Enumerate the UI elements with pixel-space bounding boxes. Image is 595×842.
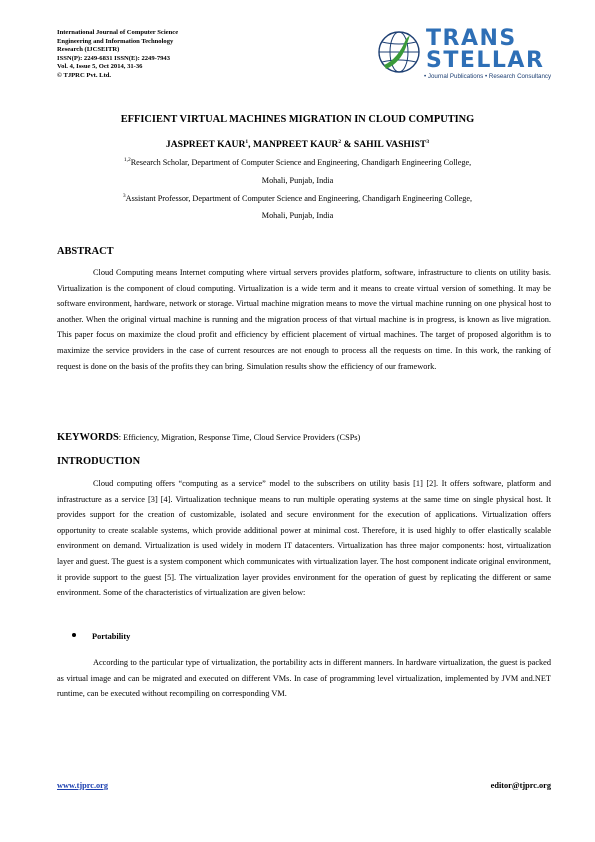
abstract-paragraph: Cloud Computing means Internet computing where virtual servers provides platform, software, infrastructure to clients on utility basis. Virtualization is the component of cloud computing. Virtualization is a wide term and it means to create virtual version of something. It may be software environment, hardware, network or storage. Virtual machine migration means to move the virtual machine running on one physical host to another. When the original virtual machine is running and the migration process of that virtual machine is in progress, is known as live migration. This paper focus on maximize the cloud profit and efficiency by efficient placement of virtual machines. The target of proposed algorithm is to maximize the service providers in the case of current resources are not enough to process all the requests on time. In this work, the ranking of request is done on the basis of the profits they can bring. Simulation results show the efficiency of our framework. bbox=[57, 268, 551, 371]
author-list bbox=[0, 139, 595, 150]
logo-word-stellar: STELLAR bbox=[426, 48, 545, 73]
keywords-line bbox=[57, 432, 360, 443]
author-separator: , bbox=[248, 139, 253, 150]
author-name: MANPREET KAUR bbox=[252, 139, 339, 150]
author-superscript: 3 bbox=[426, 139, 430, 145]
portability-text bbox=[57, 655, 551, 702]
footer-website-link[interactable]: www.tjprc.org bbox=[57, 781, 109, 790]
journal-info-line: Research (IJCSEITR) bbox=[57, 46, 120, 54]
author-superscript: 2 bbox=[338, 139, 342, 145]
transstellar-logo bbox=[376, 25, 552, 83]
affiliation-text: Assistant Professor, Department of Computer Science and Engineering, Chandigarh Engineering College, bbox=[125, 194, 473, 203]
affiliation-line: Mohali, Punjab, India bbox=[261, 211, 334, 220]
introduction-heading: INTRODUCTION bbox=[57, 456, 141, 467]
journal-info-line: Engineering and Information Technology bbox=[57, 37, 174, 45]
abstract-text bbox=[57, 265, 551, 374]
introduction-text bbox=[57, 476, 551, 601]
bullet-label: Portability bbox=[92, 632, 131, 641]
logo-word-trans: TRANS bbox=[426, 26, 517, 51]
author-superscript: 1 bbox=[245, 139, 249, 145]
affiliation-line: Mohali, Punjab, India bbox=[261, 176, 334, 185]
affiliation-line bbox=[0, 158, 595, 167]
paper-title: EFFICIENT VIRTUAL MACHINES MIGRATION IN CLOUD COMPUTING bbox=[120, 114, 475, 125]
journal-info-line: International Journal of Computer Science bbox=[57, 29, 179, 36]
footer-email: editor@tjprc.org bbox=[490, 781, 551, 790]
keywords-label: KEYWORDS bbox=[57, 432, 119, 443]
introduction-paragraph: Cloud computing offers “computing as a service” model to the subscribers on utility basis [1] [2]. It offers software, platform and infrastructure as a service [3] [4]. Virtualization technique means to run multiple operating systems at the same time on single physical host. It provides support for the creation of customizable, isolated and secure environment for the execution of applications. Virtualization offers opportunity to create scalable systems, which provide additional power at minimal cost. Therefore, it is used highly to offer elastically scalable environment on demand. Virtualization is used widely in modern IT datacenters. Virtualization has three major components: host, virtualization layer and guest. The guest is a system component which communicates with virtualization layer. The host component indicate original environment, it provide support to the guest [5]. The virtualization layer provides environment for the operation of guest by replicating the different or same environment. Some of the characteristics of virtualization are given below: bbox=[57, 479, 551, 598]
author-name: JASPREET KAUR bbox=[165, 139, 246, 150]
affiliation-text: Research Scholar, Department of Computer Science and Engineering, Chandigarh Engineering College, bbox=[130, 158, 472, 167]
journal-info bbox=[57, 29, 178, 81]
affiliation-superscript: 1,2 bbox=[123, 157, 131, 163]
affiliation-line bbox=[0, 194, 595, 203]
keywords-text: : Efficiency, Migration, Response Time, Cloud Service Providers (CSPs) bbox=[118, 433, 361, 442]
journal-info-line: ISSN(P): 2249-6831 ISSN(E): 2249-7943 bbox=[57, 54, 171, 62]
abstract-heading: ABSTRACT bbox=[57, 246, 114, 257]
portability-paragraph: According to the particular type of virtualization, the portability acts in different manners. In hardware virtualization, the guest is packed as virtual image and can be migrated and executed on different VMs. In case of programming level virtualization, implemented by JVM and.NET runtime, can be executed without recompiling on corresponding VM. bbox=[57, 658, 551, 699]
journal-info-line: Vol. 4, Issue 5, Oct 2014, 31-36 bbox=[57, 63, 143, 71]
affiliation-superscript: 3 bbox=[122, 193, 126, 199]
bullet-item-portability bbox=[72, 632, 130, 641]
globe-icon bbox=[376, 29, 422, 75]
logo-tagline: • Journal Publications • Research Consultancy bbox=[424, 73, 552, 80]
bullet-dot-icon bbox=[72, 633, 76, 637]
author-name: SAHIL VASHIST bbox=[353, 139, 427, 150]
author-separator: & bbox=[341, 139, 354, 150]
journal-info-line: © TJPRC Pvt. Ltd. bbox=[57, 71, 112, 79]
